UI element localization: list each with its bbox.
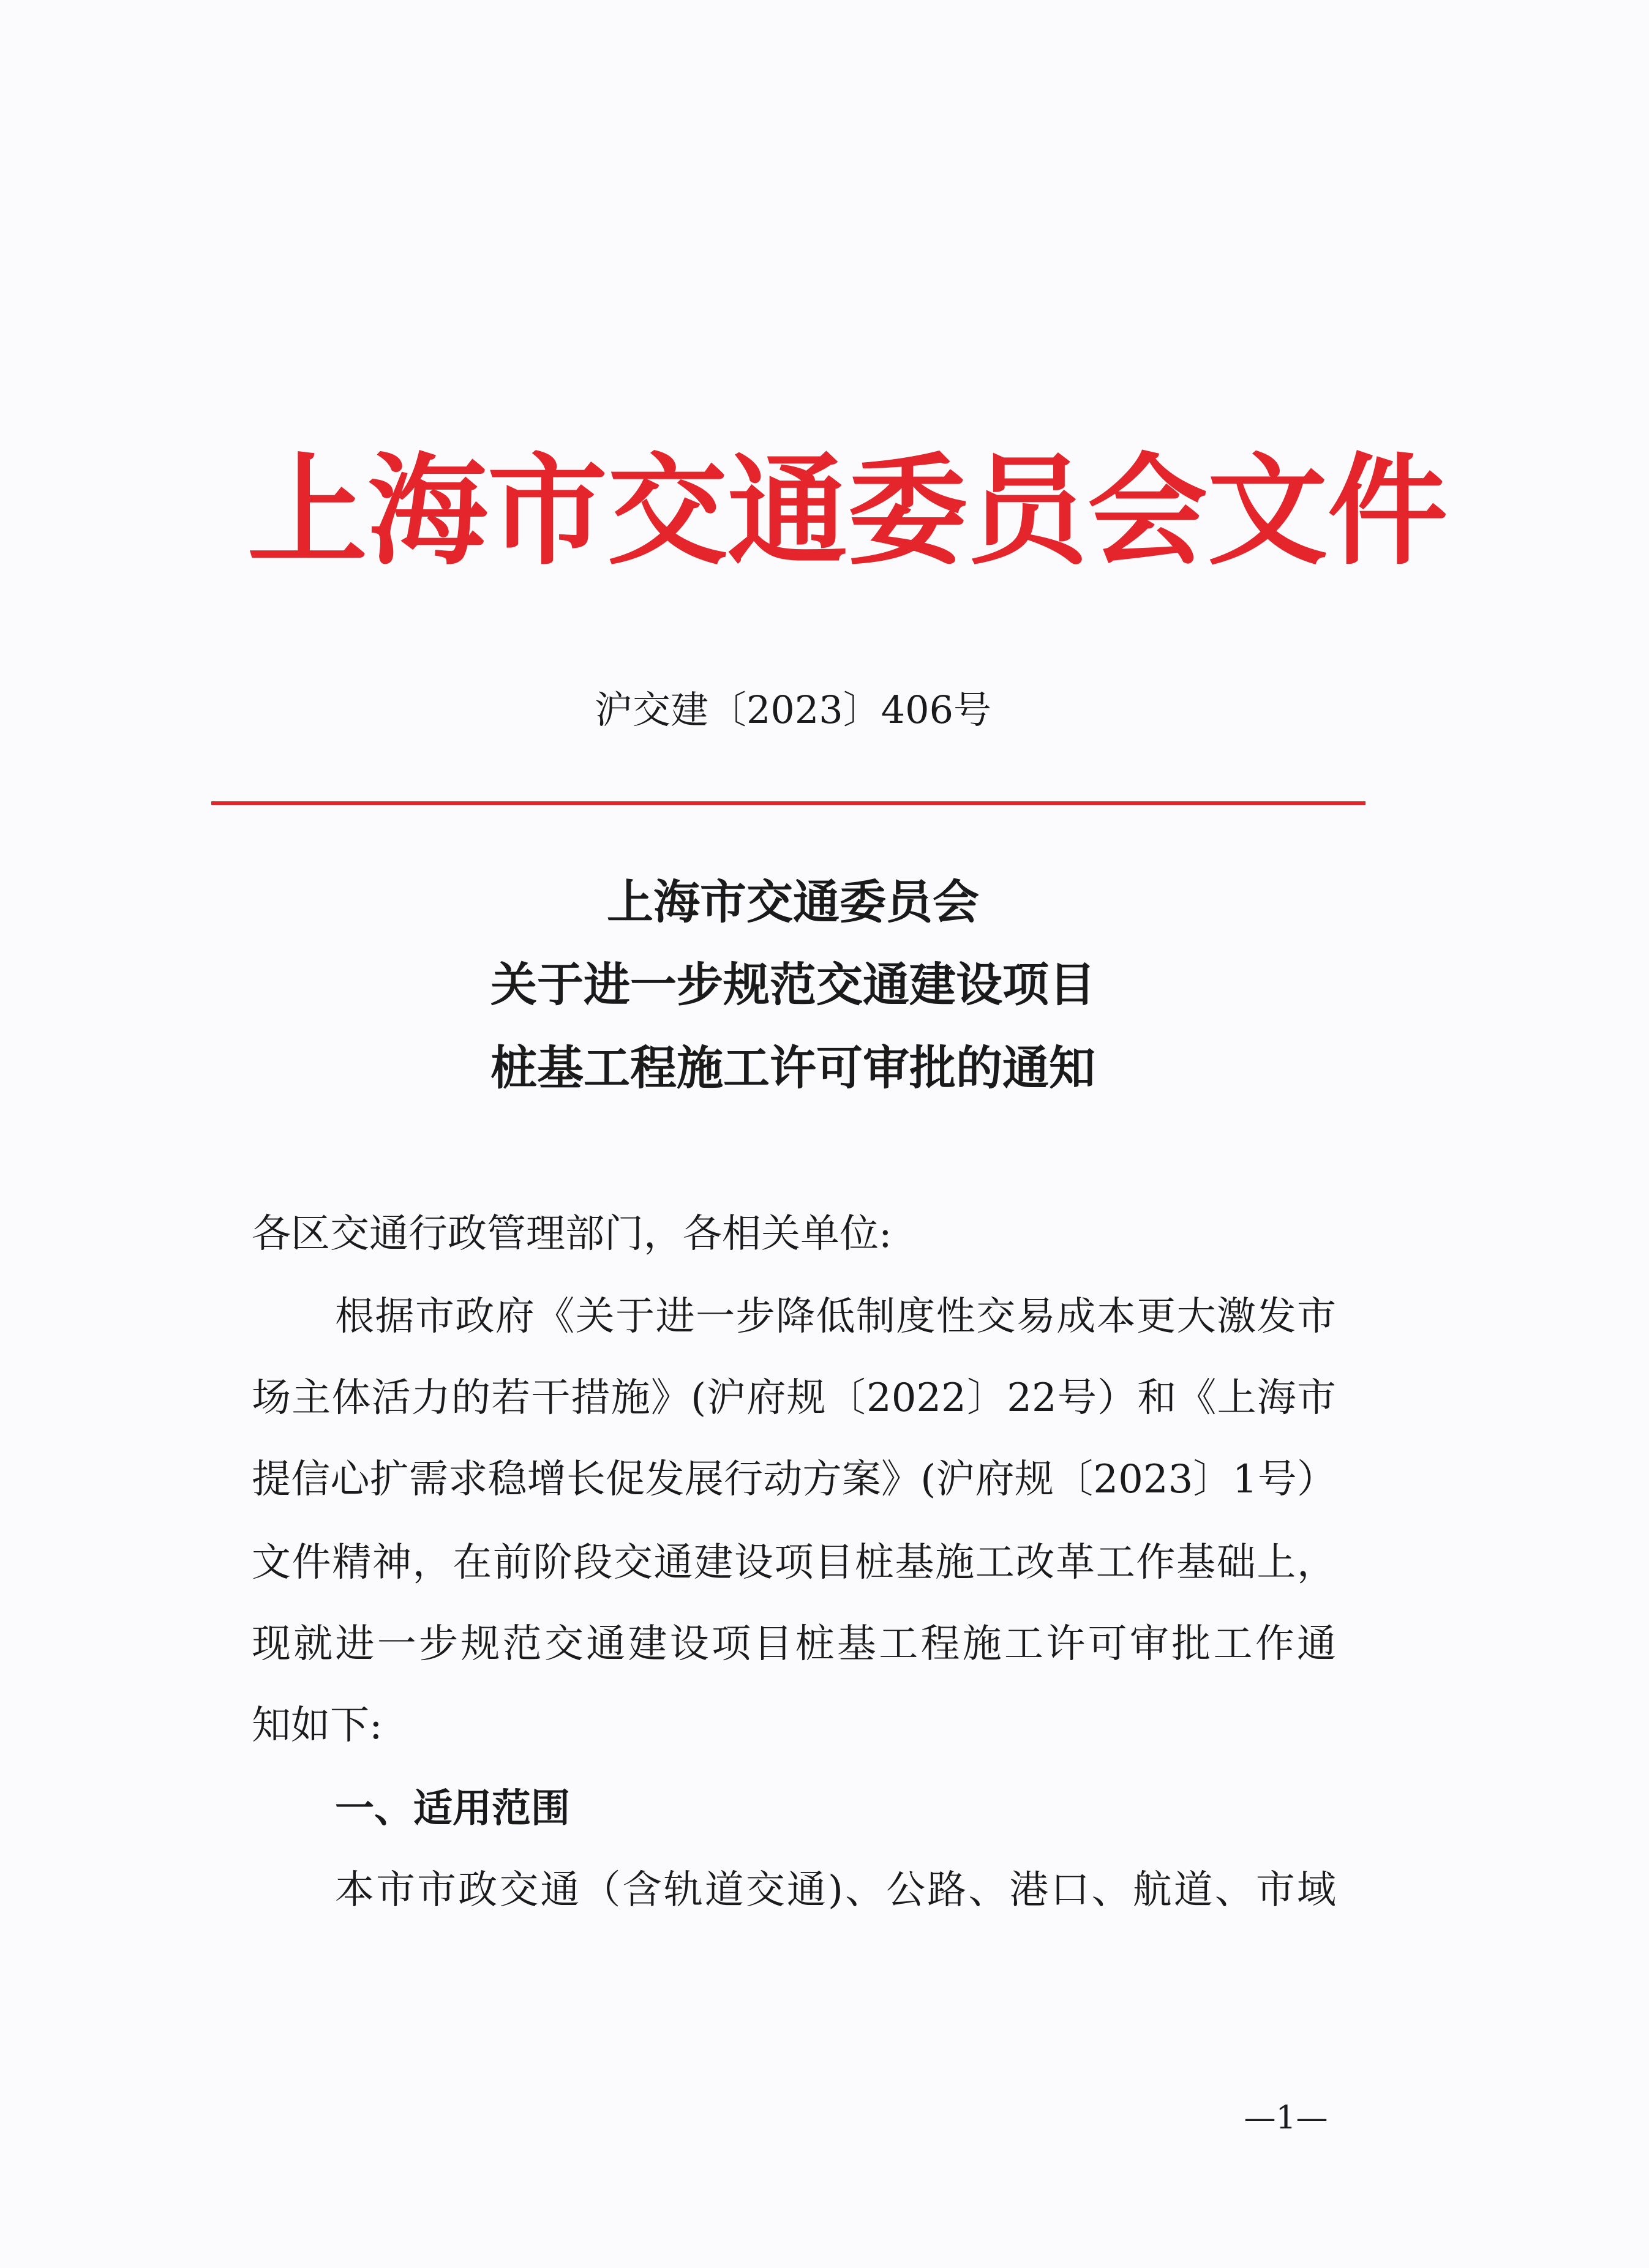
section-heading: 一、适用范围 [335,1786,570,1832]
paragraph-line: 本市市政交通（含轨道交通)、公路、港口、航道、市域 [335,1868,1336,1913]
paragraph-line: 现就进一步规范交通建设项目桩基工程施工许可审批工作通 [252,1622,1336,1667]
paragraph-line: 文件精神，在前阶段交通建设项目桩基施工改革工作基础上， [252,1540,1336,1585]
paragraph-line: 知如下: [252,1703,383,1748]
paragraph-line: 场主体活力的若干措施》(沪府规〔2022〕22号）和《上海市 [252,1375,1336,1421]
red-divider [211,801,1365,805]
paragraph-line: 提信心扩需求稳增长促发展行动方案》(沪府规〔2023〕1号） [252,1457,1336,1502]
issuer-header: 上海市交通委员会文件 [247,441,1448,582]
paragraph-line: 根据市政府《关于进一步降低制度性交易成本更大激发市 [335,1294,1336,1339]
document-number: 沪交建〔2023〕406号 [594,687,992,732]
title-line-1: 上海市交通委员会 [607,875,979,929]
title-line-3: 桩基工程施工许可审批的通知 [490,1041,1095,1095]
salutation: 各区交通行政管理部门，各相关单位: [252,1211,892,1257]
title-line-2: 关于进一步规范交通建设项目 [490,957,1095,1012]
page-number: —1— [1244,2100,1328,2136]
